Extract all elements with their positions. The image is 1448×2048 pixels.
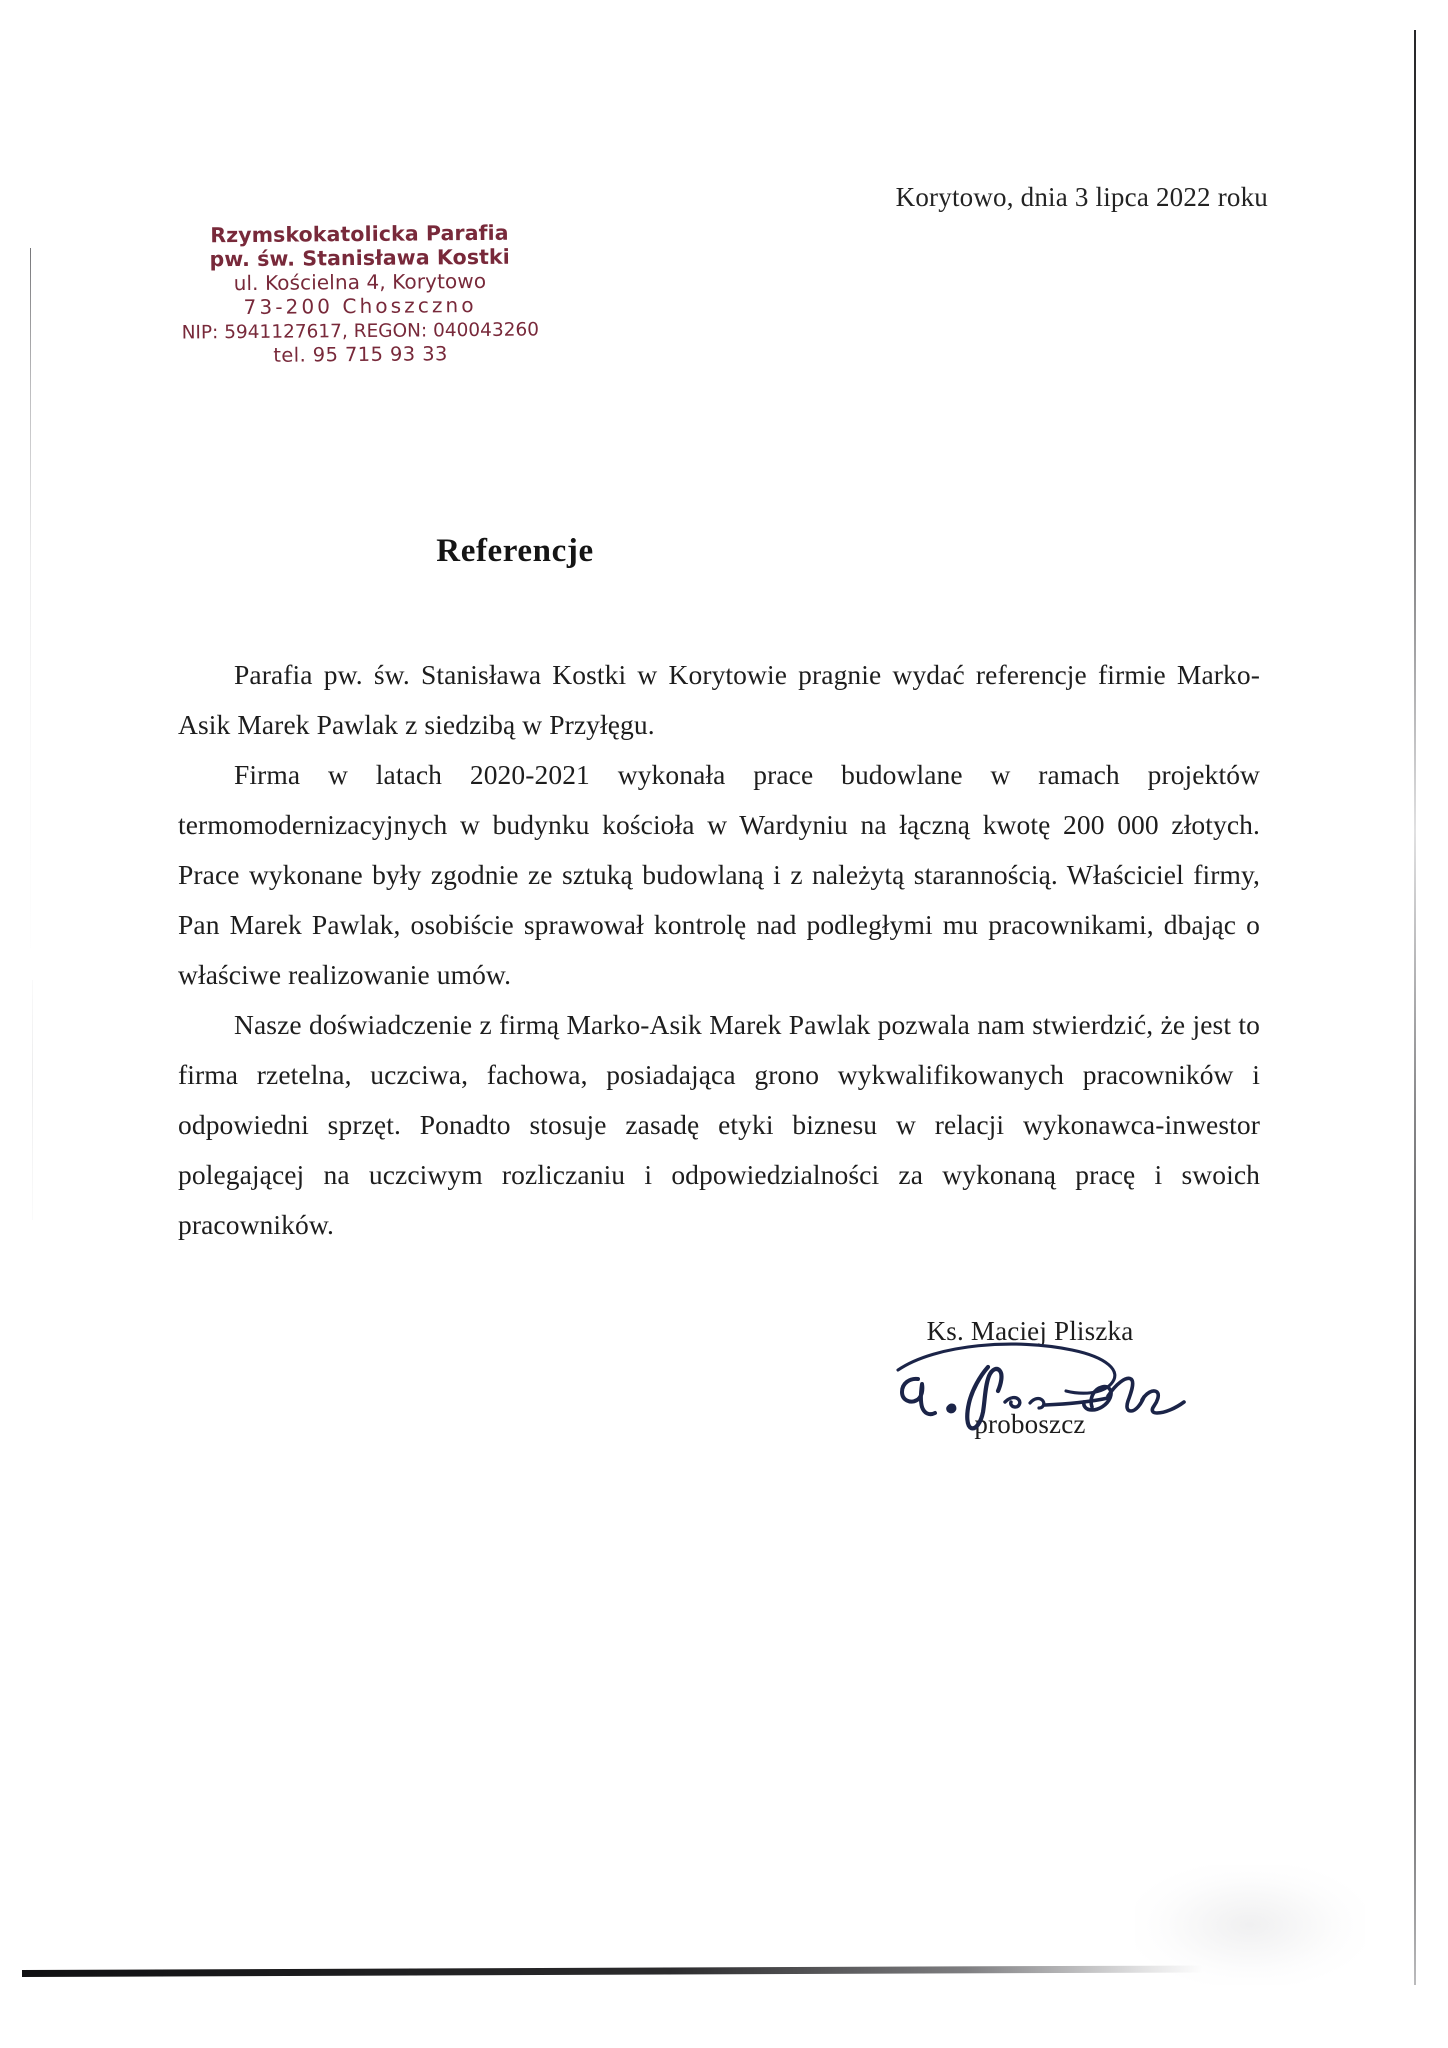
signature-block (880, 1316, 1180, 1440)
scan-edge-right (1414, 30, 1416, 1985)
paragraph: Firma w latach 2020-2021 wykonała prace budowlane w ramach projektów termomodernizacyjnych w budynku kościoła w Wardyniu na łączną kwotę 200 000 złotych. Prace wykonane były zgodnie ze sztuką budowlaną i z należytą starannością. Właściciel firmy, Pan Marek Pawlak, osobiście sprawował kontrolę nad podległymi mu pracownikami, dbając o właściwe realizowanie umów. (178, 759, 1260, 990)
stamp-line-parish-name: Rzymskokatolicka Parafia (210, 220, 509, 248)
page-title: Referencje (436, 533, 594, 569)
stamp-line-nip-regon: NIP: 5941127617, REGON: 040043260 (181, 319, 540, 344)
stamp-line-patron: pw. św. Stanisława Kostki (209, 244, 510, 272)
stamp-line-phone: tel. 95 715 93 33 (273, 342, 448, 368)
paragraph: Parafia pw. św. Stanisława Kostki w Korytowie pragnie wydać referencje firmie Marko-Asik Marek Pawlak z siedzibą w Przyłęgu. (178, 659, 1260, 740)
parish-stamp (149, 220, 570, 369)
stamp-line-street: ul. Kościelna 4, Korytowo (233, 268, 487, 296)
paragraph: Nasze doświadczenie z firmą Marko-Asik Marek Pawlak pozwala nam stwierdzić, że jest to firma rzetelna, uczciwa, fachowa, posiadająca grono wykwalifikowanych pracowników i odpowiedni sprzęt. Ponadto stosuje zasadę etyki biznesu w relacji wykonawca-inwestor polegającej na uczciwym rozliczaniu i odpowiedzialności za wykonaną pracę i swoich pracowników. (178, 1009, 1260, 1240)
scan-edge-left (30, 248, 31, 948)
date-line: Korytowo, dnia 3 lipca 2022 roku (895, 182, 1268, 212)
signatory-name: Ks. Maciej Pliszka (926, 1316, 1134, 1346)
signatory-role: proboszcz (974, 1409, 1086, 1439)
scan-edge-bottom (22, 1965, 1202, 1977)
stamp-line-postcode-city: 73-200 Choszczno (243, 293, 477, 320)
scan-edge-left-lower (32, 980, 33, 1220)
letter-body (178, 650, 1260, 1250)
